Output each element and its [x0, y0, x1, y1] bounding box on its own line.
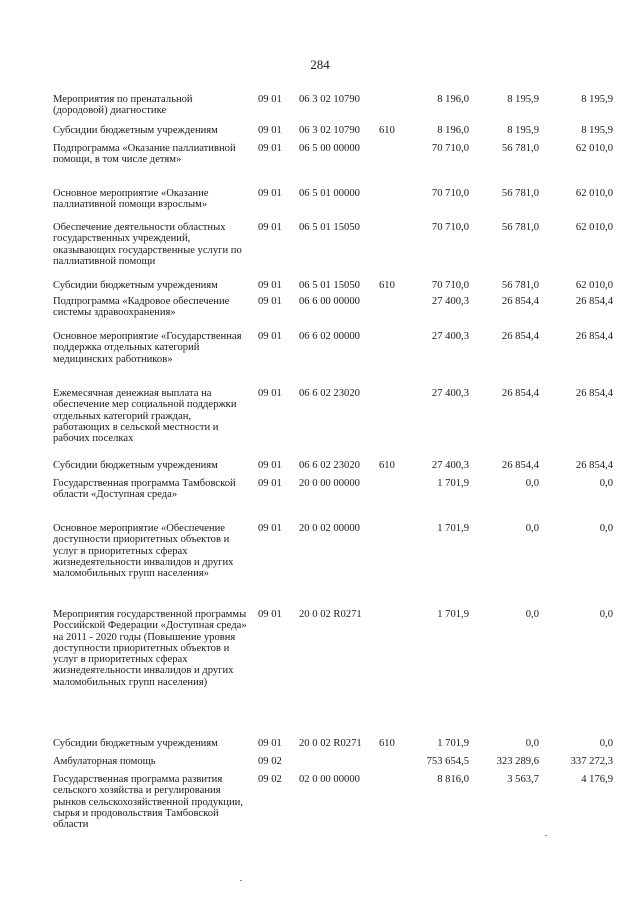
row-value-2: 0,0 [525, 609, 539, 620]
row-name: Мероприятия по пренатальной (дородовой) диагностике [53, 94, 193, 117]
row-value-3: 62 010,0 [575, 280, 613, 291]
row-target: 06 5 01 15050 [299, 222, 360, 233]
row-value-3: 0,0 [599, 478, 613, 489]
row-value-1: 27 400,3 [431, 460, 469, 471]
row-value-2: 3 563,7 [507, 774, 539, 785]
row-value-2: 56 781,0 [501, 143, 539, 154]
row-value-2: 26 854,4 [501, 388, 539, 399]
row-section: 09 01 [258, 478, 282, 489]
row-name: Подпрограмма «Оказание паллиативной помощи, в том числе детям» [53, 143, 236, 166]
row-value-2: 26 854,4 [501, 460, 539, 471]
row-value-3: 26 854,4 [575, 296, 613, 307]
row-target: 06 3 02 10790 [299, 94, 360, 105]
row-value-1: 8 816,0 [437, 774, 469, 785]
row-name: Субсидии бюджетным учреждениям [53, 460, 218, 471]
row-value-1: 27 400,3 [431, 388, 469, 399]
row-value-2: 0,0 [525, 738, 539, 749]
row-value-1: 1 701,9 [437, 523, 469, 534]
row-section: 09 01 [258, 523, 282, 534]
scan-speck [545, 835, 547, 836]
row-value-1: 8 196,0 [437, 94, 469, 105]
row-target: 06 3 02 10790 [299, 125, 360, 136]
scan-speck [240, 880, 242, 881]
row-target: 20 0 00 00000 [299, 478, 360, 489]
row-target: 06 6 02 23020 [299, 460, 360, 471]
row-value-3: 8 195,9 [581, 94, 613, 105]
row-section: 09 01 [258, 388, 282, 399]
row-target: 06 6 02 00000 [299, 331, 360, 342]
row-value-2: 56 781,0 [501, 188, 539, 199]
row-section: 09 01 [258, 222, 282, 233]
row-value-1: 1 701,9 [437, 609, 469, 620]
row-name: Субсидии бюджетным учреждениям [53, 738, 218, 749]
row-value-1: 70 710,0 [431, 188, 469, 199]
row-value-3: 62 010,0 [575, 188, 613, 199]
row-value-3: 8 195,9 [581, 125, 613, 136]
row-value-1: 27 400,3 [431, 331, 469, 342]
row-value-3: 0,0 [599, 523, 613, 534]
row-section: 09 01 [258, 331, 282, 342]
row-value-3: 0,0 [599, 609, 613, 620]
row-value-1: 27 400,3 [431, 296, 469, 307]
row-value-3: 26 854,4 [575, 460, 613, 471]
row-value-2: 323 289,6 [496, 756, 539, 767]
row-value-2: 56 781,0 [501, 222, 539, 233]
row-name: Мероприятия государственной программы Российской Федерации «Доступная среда» на 2011 - 2020 годы (Повышение уровня доступности приоритетных объектов и услуг в приоритетных сферах жизнедеятельности инвалидов и других маломобильных групп населения) [53, 609, 247, 688]
row-value-3: 62 010,0 [575, 222, 613, 233]
row-value-2: 0,0 [525, 478, 539, 489]
row-name: Обеспечение деятельности областных государственных учреждений, оказывающих государственные услуги по паллиативной помощи [53, 222, 242, 267]
row-name: Субсидии бюджетным учреждениям [53, 280, 218, 291]
row-name: Основное мероприятие «Оказание паллиативной помощи взрослым» [53, 188, 209, 211]
row-target: 20 0 02 R0271 [299, 738, 362, 749]
row-name: Основное мероприятие «Обеспечение доступности приоритетных объектов и услуг в приоритетных сферах жизнедеятельности инвалидов и других маломобильных групп населения» [53, 523, 234, 580]
row-target: 06 5 01 15050 [299, 280, 360, 291]
row-section: 09 01 [258, 94, 282, 105]
row-target: 06 6 02 23020 [299, 388, 360, 399]
row-target: 06 5 01 00000 [299, 188, 360, 199]
row-value-1: 1 701,9 [437, 738, 469, 749]
row-section: 09 02 [258, 774, 282, 785]
row-value-2: 8 195,9 [507, 94, 539, 105]
row-value-2: 26 854,4 [501, 296, 539, 307]
row-section: 09 01 [258, 460, 282, 471]
row-value-3: 0,0 [599, 738, 613, 749]
row-name: Амбулаторная помощь [53, 756, 156, 767]
row-target: 02 0 00 00000 [299, 774, 360, 785]
row-section: 09 01 [258, 738, 282, 749]
row-value-2: 0,0 [525, 523, 539, 534]
row-value-1: 70 710,0 [431, 280, 469, 291]
row-value-3: 26 854,4 [575, 388, 613, 399]
row-section: 09 02 [258, 756, 282, 767]
row-name: Подпрограмма «Кадровое обеспечение системы здравоохранения» [53, 296, 230, 319]
row-name: Субсидии бюджетным учреждениям [53, 125, 218, 136]
row-section: 09 01 [258, 125, 282, 136]
page-number: 284 [310, 57, 330, 72]
row-vr: 610 [379, 280, 395, 291]
row-vr: 610 [379, 460, 395, 471]
row-target: 06 6 00 00000 [299, 296, 360, 307]
row-target: 20 0 02 00000 [299, 523, 360, 534]
row-value-3: 337 272,3 [570, 756, 613, 767]
row-section: 09 01 [258, 188, 282, 199]
row-value-1: 1 701,9 [437, 478, 469, 489]
row-name: Основное мероприятие «Государственная поддержка отдельных категорий медицинских работников» [53, 331, 242, 365]
row-section: 09 01 [258, 280, 282, 291]
row-value-3: 62 010,0 [575, 143, 613, 154]
row-value-1: 70 710,0 [431, 143, 469, 154]
row-value-1: 753 654,5 [426, 756, 469, 767]
row-value-3: 26 854,4 [575, 331, 613, 342]
row-section: 09 01 [258, 296, 282, 307]
row-value-2: 56 781,0 [501, 280, 539, 291]
row-name: Государственная программа Тамбовской области «Доступная среда» [53, 478, 236, 501]
row-value-1: 8 196,0 [437, 125, 469, 136]
row-section: 09 01 [258, 609, 282, 620]
row-name: Ежемесячная денежная выплата на обеспечение мер социальной поддержки отдельных категорий граждан, работающих в сельской местности и рабочих поселках [53, 388, 237, 445]
row-value-2: 8 195,9 [507, 125, 539, 136]
row-value-3: 4 176,9 [581, 774, 613, 785]
row-value-2: 26 854,4 [501, 331, 539, 342]
row-name: Государственная программа развития сельского хозяйства и регулирования рынков сельскохозяйственной продукции, сырья и продовольствия Тамбовской области [53, 774, 243, 831]
row-vr: 610 [379, 738, 395, 749]
row-vr: 610 [379, 125, 395, 136]
row-target: 20 0 02 R0271 [299, 609, 362, 620]
row-target: 06 5 00 00000 [299, 143, 360, 154]
row-value-1: 70 710,0 [431, 222, 469, 233]
row-section: 09 01 [258, 143, 282, 154]
